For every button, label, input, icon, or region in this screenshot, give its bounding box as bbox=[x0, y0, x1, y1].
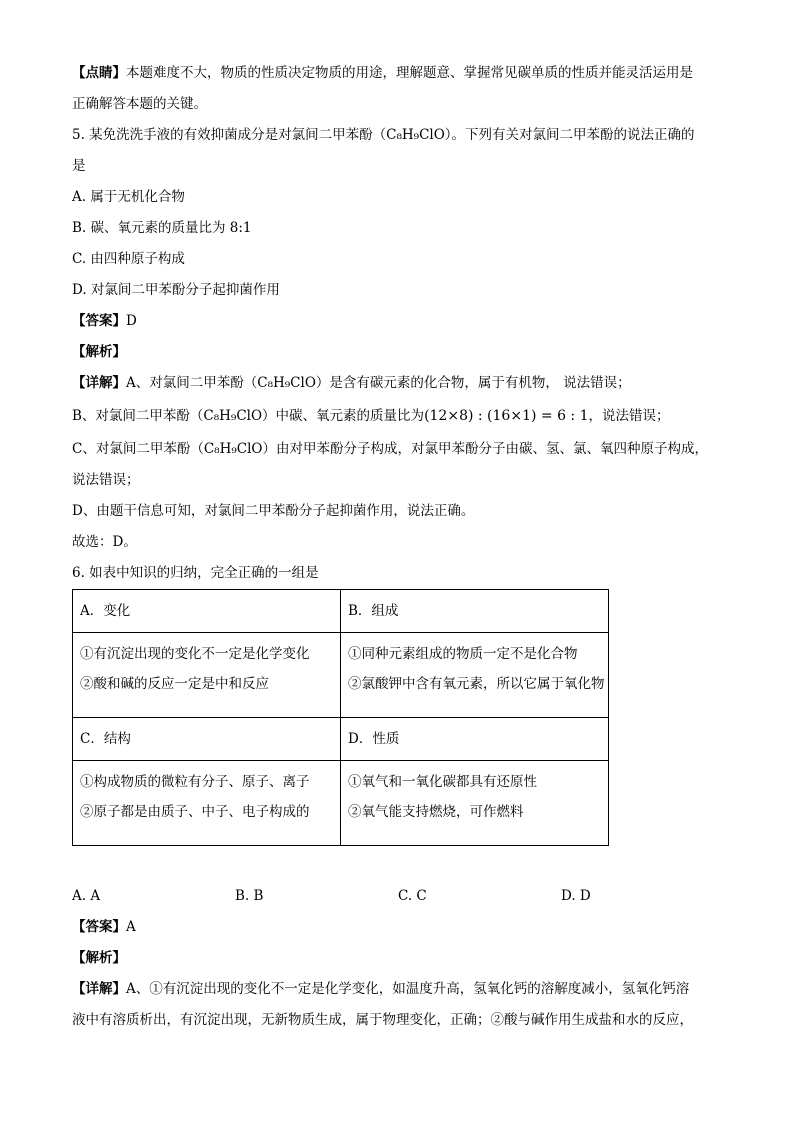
q6-stem: 6. 如表中知识的归纳，完全正确的一组是 bbox=[72, 565, 319, 581]
answer-value: D bbox=[126, 313, 137, 329]
q5-option-b: B. 碳、氧元素的质量比为 8:1 bbox=[72, 220, 252, 236]
q5-detail-d: D、由题干信息可知，对氯间二甲苯酚分子起抑菌作用，说法正确。 bbox=[72, 503, 475, 519]
q6-answer bbox=[72, 917, 727, 937]
q5-option-a: A. 属于无机化合物 bbox=[72, 189, 185, 205]
q5-detail-c-cont: 说法错误； bbox=[72, 472, 140, 488]
knowledge-table bbox=[72, 589, 609, 846]
detail-b-tail: ，说法错误； bbox=[588, 408, 670, 424]
cell-c-head: C．结构 bbox=[73, 718, 341, 761]
table-row bbox=[73, 590, 609, 633]
q5-stem: 5. 某免洗洗手液的有效抑菌成分是对氯间二甲苯酚（C₈H₉ClO）。下列有关对氯间二甲苯酚的说法正确的 bbox=[72, 127, 695, 143]
cell-d-item-2: ②氧气能支持燃烧，可作燃料 bbox=[348, 804, 524, 820]
table-row bbox=[73, 718, 609, 761]
detail-tag: 【详解】 bbox=[72, 981, 126, 997]
cell-b-item-2: ②氯酸钾中含有氧元素，所以它属于氧化物 bbox=[348, 676, 605, 692]
answer-tag: 【答案】 bbox=[72, 919, 126, 935]
q5-option-c: C. 由四种原子构成 bbox=[72, 251, 185, 267]
q6-analysis-tag: 【解析】 bbox=[72, 950, 126, 966]
q5-detail-a bbox=[72, 373, 727, 393]
q6-detail-1 bbox=[72, 979, 727, 999]
detail-b-text: B、对氯间二甲苯酚（C₈H₉ClO）中碳、氧元素的质量比为 bbox=[72, 408, 425, 424]
cell-a-head: A．变化 bbox=[73, 590, 341, 633]
detail-a-text: A、对氯间二甲苯酚（C₈H₉ClO）是含有碳元素的化合物，属于有机物， 说法错误； bbox=[126, 375, 631, 391]
answer-tag: 【答案】 bbox=[72, 313, 126, 329]
q6-option-c: C. C bbox=[398, 888, 427, 904]
table-row bbox=[73, 761, 609, 846]
cell-b-item-1: ①同种元素组成的物质一定不是化合物 bbox=[348, 646, 578, 662]
q6-option-a: A. A bbox=[72, 888, 101, 904]
note-line-2: 正确解答本题的关键。 bbox=[72, 96, 207, 112]
q6-option-b: B. B bbox=[235, 888, 264, 904]
cell-a-item-2: ②酸和碱的反应一定是中和反应 bbox=[80, 676, 269, 692]
cell-a-item-1: ①有沉淀出现的变化不一定是化学变化 bbox=[80, 646, 310, 662]
q6-options bbox=[72, 886, 727, 906]
cell-b-head: B．组成 bbox=[341, 590, 609, 633]
cell-c-item-1: ①构成物质的微粒有分子、原子、离子 bbox=[80, 774, 310, 790]
cell-a-body bbox=[73, 633, 341, 718]
q5-detail-c: C、对氯间二甲苯酚（C₈H₉ClO）由对甲苯酚分子构成，对氯甲苯酚分子由碳、氢、氯、氧四种原子构成， bbox=[72, 441, 708, 457]
document-page bbox=[72, 60, 727, 1030]
q5-detail-b bbox=[72, 406, 727, 426]
q6-option-d: D. D bbox=[561, 888, 591, 904]
cell-c-item-2: ②原子都是由质子、中子、电子构成的 bbox=[80, 804, 310, 820]
cell-d-head: D．性质 bbox=[341, 718, 609, 761]
cell-b-body bbox=[341, 633, 609, 718]
detail-tag: 【详解】 bbox=[72, 375, 126, 391]
detail-text: A、①有沉淀出现的变化不一定是化学变化，如温度升高，氢氧化钙的溶解度减小，氢氧化钙溶 bbox=[126, 981, 690, 997]
mass-ratio-formula: (12×8) : (16×1) = 6 : 1 bbox=[424, 408, 589, 424]
q5-answer bbox=[72, 311, 727, 331]
cell-d-body bbox=[341, 761, 609, 846]
answer-value: A bbox=[126, 919, 136, 935]
note-text: 本题难度不大，物质的性质决定物质的用途，理解题意、掌握常见碳单质的性质并能灵活运用是 bbox=[126, 65, 693, 81]
q5-conclusion: 故选：D。 bbox=[72, 534, 137, 550]
q5-option-d: D. 对氯间二甲苯酚分子起抑菌作用 bbox=[72, 282, 280, 298]
cell-d-item-1: ①氧气和一氧化碳都具有还原性 bbox=[348, 774, 537, 790]
q6-detail-2: 液中有溶质析出，有沉淀出现，无新物质生成，属于物理变化，正确；②酸与碱作用生成盐和水的反应， bbox=[72, 1012, 693, 1028]
note-tag: 【点睛】 bbox=[72, 65, 126, 81]
cell-c-body bbox=[73, 761, 341, 846]
q5-analysis-tag: 【解析】 bbox=[72, 344, 126, 360]
table-row bbox=[73, 633, 609, 718]
note-line-1 bbox=[72, 63, 727, 83]
q5-stem-cont: 是 bbox=[72, 158, 86, 174]
